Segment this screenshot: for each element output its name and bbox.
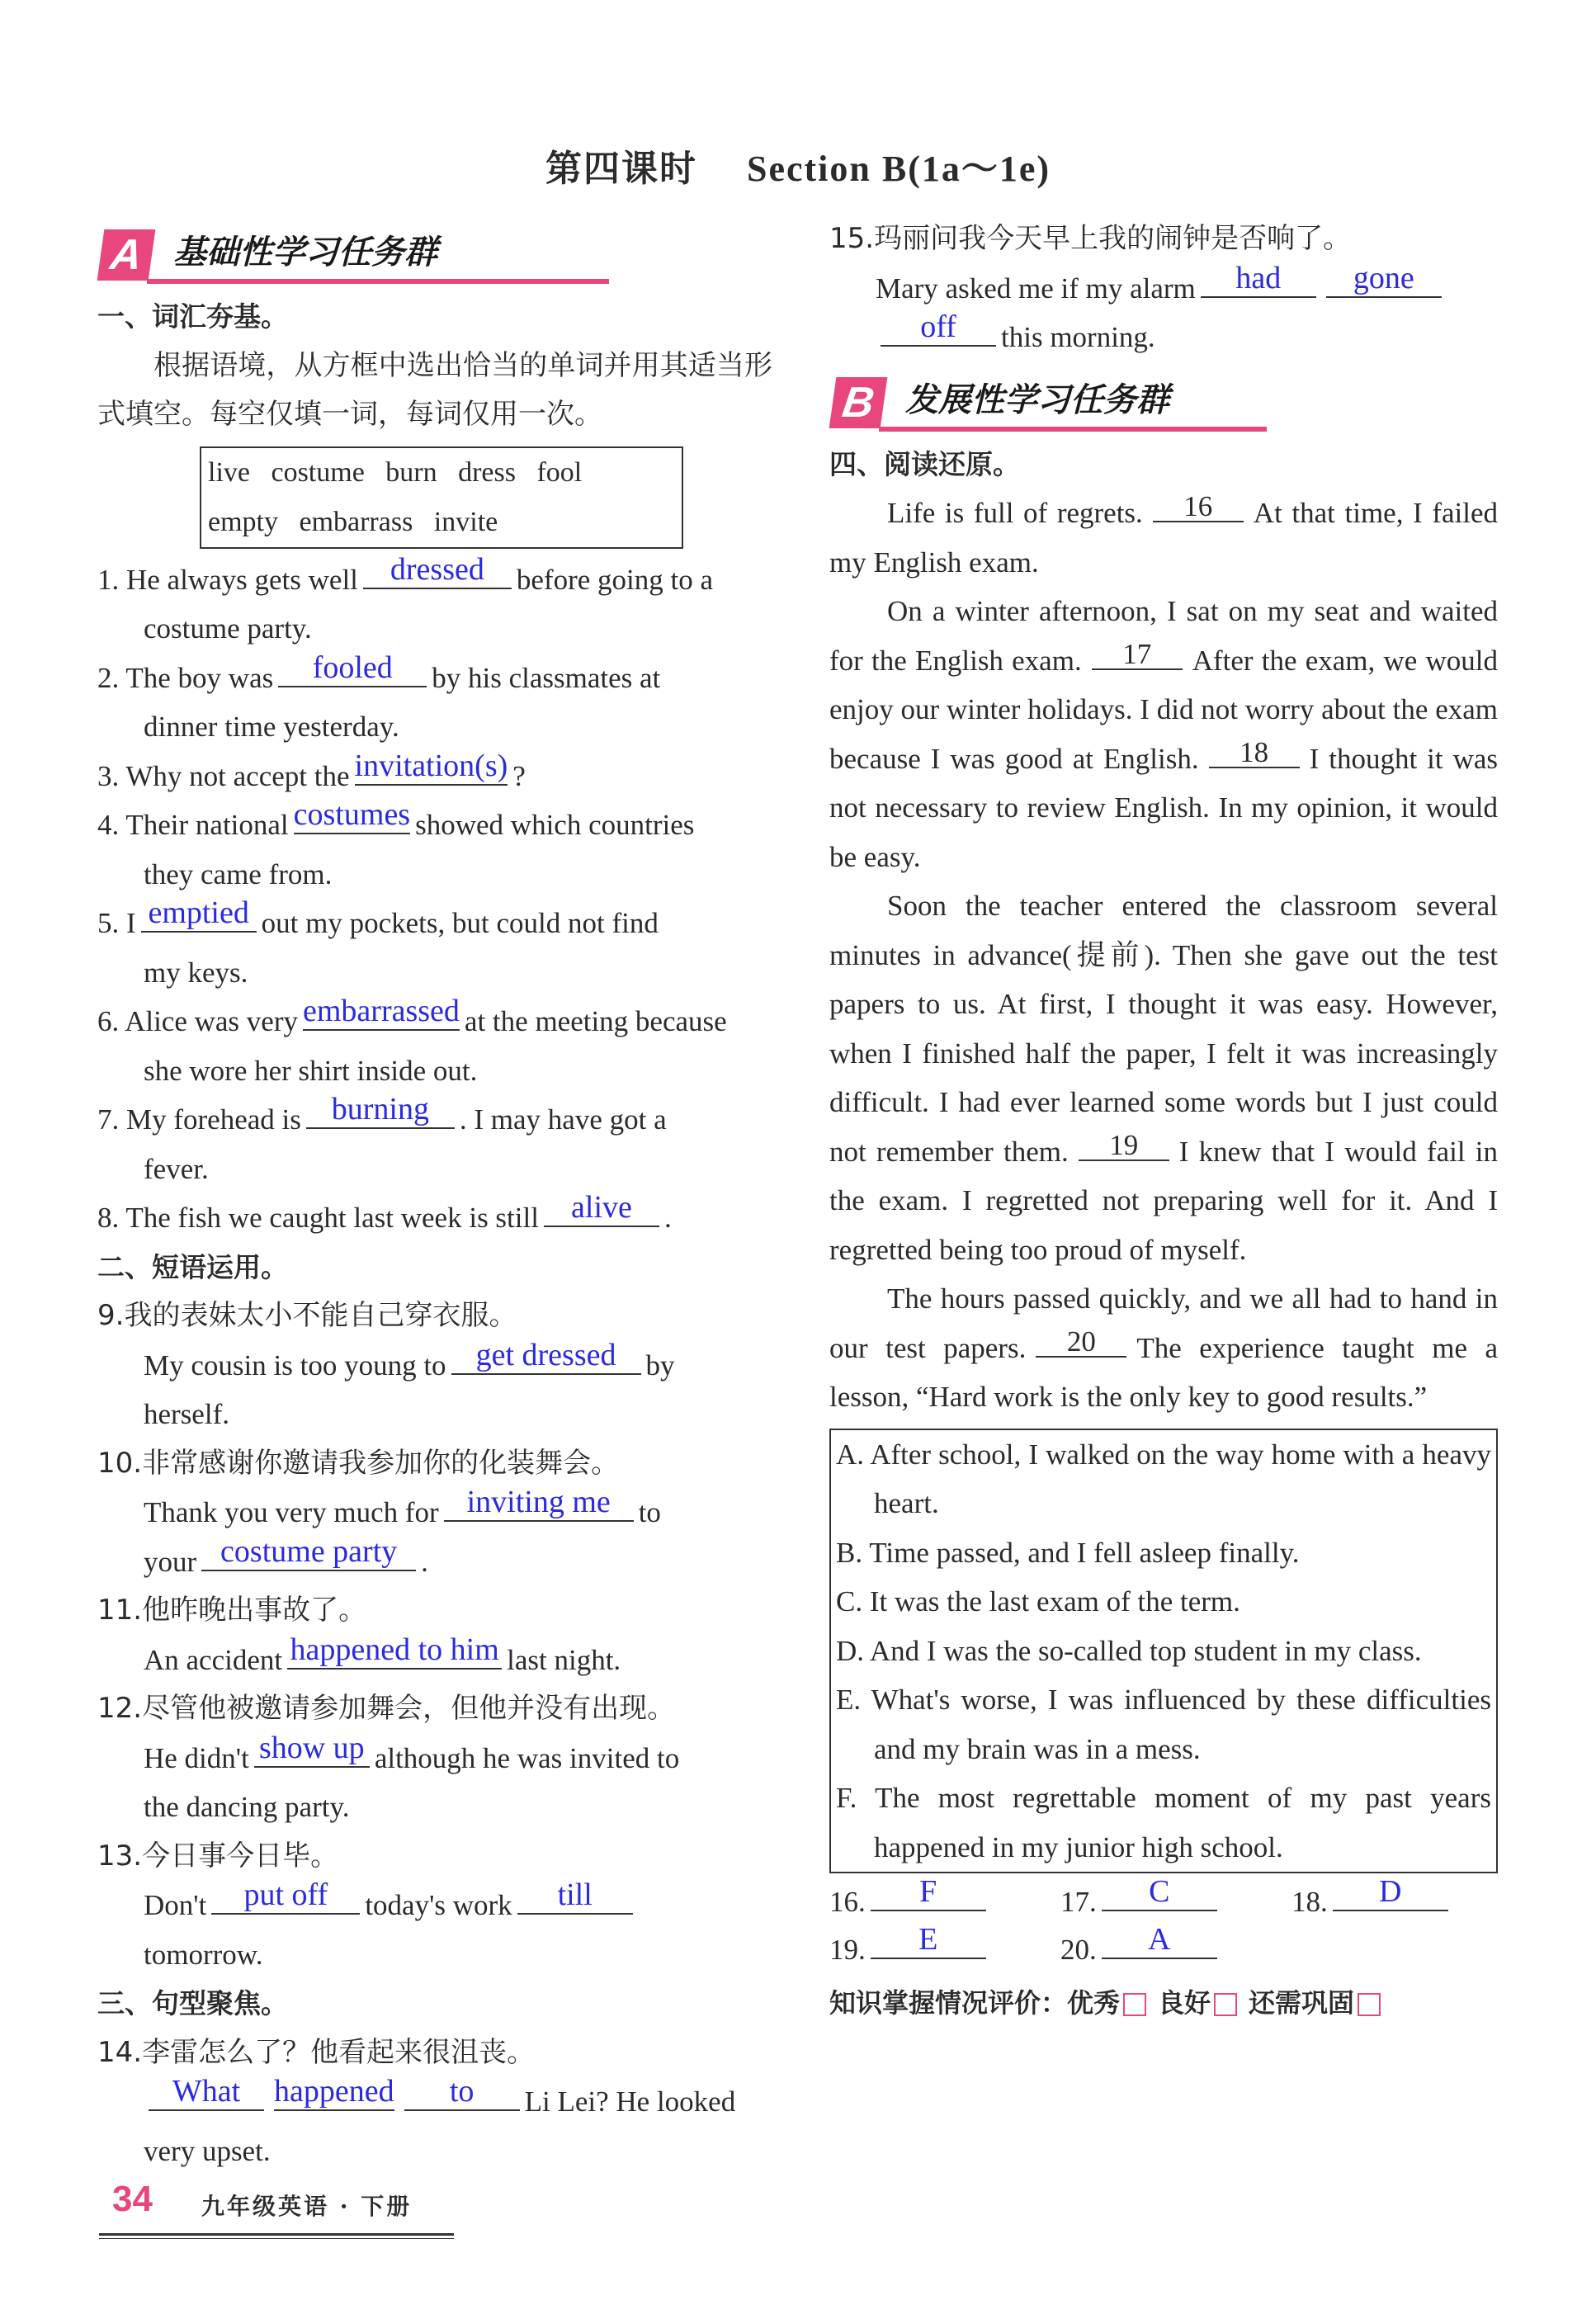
question-13: Don't put off today's work till [97, 1881, 772, 1930]
banner-underline [879, 427, 1267, 432]
question-4-cont: they came from. [144, 857, 333, 890]
answer-blank[interactable]: E [871, 1929, 986, 1959]
page-title [0, 139, 1596, 191]
question-9: My cousin is too young to get dressed by [144, 1337, 675, 1381]
question-12-cn: 12.尽管他被邀请参加舞会，但他并没有出现。 [97, 1692, 676, 1725]
reading-paragraph-1: Life is full of regrets. 16 At that time, I failed my English exam. [829, 490, 1498, 579]
question-10-cn: 10.非常感谢你邀请我参加你的化装舞会。 [97, 1446, 620, 1480]
answer-blank[interactable]: A [1102, 1929, 1217, 1959]
answer-blank[interactable]: put off [211, 1884, 360, 1915]
answer-blank[interactable]: happened [274, 2080, 394, 2111]
question-6: 6. Alice was very embarrassed at the meeting because [97, 994, 727, 1037]
answer-blank[interactable]: happened to him [287, 1639, 502, 1670]
section-a-banner [97, 221, 772, 287]
answer-blank[interactable]: inviting me [444, 1491, 634, 1522]
question-1-cont: costume party. [144, 612, 312, 645]
answer-blank[interactable]: burning [306, 1098, 455, 1129]
answer-blank[interactable]: costumes [294, 804, 410, 834]
part3-heading: 三、句型聚焦。 [97, 1987, 288, 2019]
reading-paragraph-4: The hours passed quickly, and we all had to hand in our test papers. 20 The experience taught me a lesson, “Hard work is the only key to good results.” [829, 1282, 1498, 1413]
question-13-cn: 13.今日事今日毕。 [97, 1839, 339, 1873]
question-6-cont: she wore her shirt inside out. [144, 1054, 478, 1087]
answer-blank[interactable]: alive [544, 1197, 659, 1227]
checkbox-excellent[interactable] [1123, 1993, 1146, 2016]
reading-paragraph-3: Soon the teacher entered the classroom several minutes in advance(提前). Then she gave out the test papers to us. At first, I thought it was easy. However, when I finished half the paper, I felt it was increasingly difficult. I had ever learned some words but I just could not remember them. 19 I knew that I would fail in the exam. I regretted not preparing well for it. And I regretted being too proud of myself. [829, 890, 1498, 1266]
left-column [97, 215, 772, 2175]
answer-blank[interactable]: What [149, 2080, 264, 2111]
question-7-cont: fever. [144, 1152, 209, 1185]
section-title: Section B(1a～1e) [746, 149, 1051, 189]
checkbox-good[interactable] [1214, 1993, 1237, 2016]
answer-blank[interactable]: dressed [363, 559, 512, 589]
word-box [200, 446, 683, 549]
question-15: Mary asked me if my alarm had gone [829, 264, 1498, 314]
gap-19[interactable]: 19 [1079, 1131, 1169, 1161]
answer-blank[interactable]: had [1201, 267, 1316, 298]
question-10: Thank you very much for inviting me to [144, 1485, 661, 1528]
part2-heading: 二、短语运用。 [97, 1250, 288, 1283]
gap-16[interactable]: 16 [1153, 493, 1244, 522]
page-number: 34 [112, 2179, 153, 2219]
option-e: E. What's worse, I was influenced by these difficulties and my brain was in a mess. [836, 1684, 1491, 1765]
answer-19: 19. E [829, 1926, 1060, 1974]
question-10-line2: your costume party . [144, 1533, 428, 1578]
option-a: A. After school, I walked on the way home with a heavy heart. [836, 1438, 1491, 1519]
footer-divider [99, 2233, 454, 2236]
part1-heading: 一、词汇夯基。 [97, 300, 288, 333]
question-4: 4. Their national costumes showed which countries [97, 797, 695, 841]
answer-blank[interactable]: show up [254, 1737, 370, 1768]
question-14-cont: very upset. [144, 2134, 271, 2167]
answer-17: 17. C [1060, 1878, 1291, 1926]
question-14: What happened to Li Lei? He looked [97, 2077, 772, 2127]
section-b-letter: B [829, 377, 888, 428]
banner-underline [147, 279, 609, 284]
answer-blank[interactable]: to [404, 2080, 520, 2111]
question-15-line2: off this morning. [829, 313, 1498, 362]
question-9-cont: herself. [144, 1398, 229, 1430]
question-14-cn: 14.李雷怎么了？他看起来很沮丧。 [97, 2035, 536, 2069]
question-15-cn: 15.玛丽问我今天早上我的闹钟是否响了。 [829, 222, 1352, 255]
option-b: B. Time passed, and I fell asleep finally. [836, 1536, 1300, 1569]
checkbox-needs-review[interactable] [1358, 1993, 1381, 2016]
self-evaluation: 知识掌握情况评价：优秀 良好 还需巩固 [829, 1979, 1498, 2029]
option-c: C. It was the last exam of the term. [836, 1585, 1240, 1618]
answer-18: 18. D [1291, 1878, 1498, 1926]
option-f: F. The most regrettable moment of my past years happened in my junior high school. [836, 1782, 1491, 1863]
right-column [829, 215, 1498, 2029]
options-box [829, 1429, 1498, 1874]
gap-17[interactable]: 17 [1092, 640, 1183, 670]
section-b-banner [829, 369, 1498, 435]
word-box-row1: live costume burn dress fool [208, 456, 583, 488]
question-11-cn: 11.他昨晚出事故了。 [97, 1594, 367, 1627]
book-title: 九年级英语 · 下册 [201, 2193, 413, 2220]
question-12-cont: the dancing party. [144, 1791, 350, 1823]
question-3: 3. Why not accept the invitation(s) ? [97, 748, 526, 792]
lesson-number: 第四课时 [545, 149, 697, 189]
answer-blank[interactable]: gone [1326, 267, 1442, 298]
answer-blank[interactable]: emptied [141, 902, 257, 933]
answer-blank[interactable]: invitation(s) [355, 755, 508, 786]
answer-16: 16. F [829, 1878, 1060, 1926]
answer-blank[interactable]: costume party [201, 1541, 416, 1571]
answer-20: 20. A [1060, 1926, 1291, 1974]
section-b-title: 发展性学习任务群 [905, 380, 1169, 419]
question-5: 5. I emptied out my pockets, but could not find [97, 895, 659, 939]
gap-18[interactable]: 18 [1209, 739, 1300, 768]
answer-blank[interactable]: get dressed [451, 1344, 641, 1375]
question-11: An accident happened to him last night. [144, 1632, 621, 1676]
part1-instruction: 根据语境，从方框中选出恰当的单词并用其适当形式填空。每空仅填一词，每词仅用一次。 [97, 348, 772, 431]
question-5-cont: my keys. [144, 956, 248, 989]
question-8: 8. The fish we caught last week is still alive . [97, 1190, 672, 1234]
footer-divider-thin [99, 2238, 454, 2239]
answer-blank[interactable]: F [871, 1881, 986, 1911]
reading-paragraph-2: On a winter afternoon, I sat on my seat and waited for the English exam. 17 After the exam, we would enjoy our winter holidays. I did not worry about the exam because I was good at English. 18 I thought it was not necessary to review English. In my opinion, it would be easy. [829, 595, 1499, 873]
answer-blank[interactable]: off [881, 316, 996, 347]
question-12: He didn't show up although he was invited to [144, 1730, 680, 1774]
answer-blank[interactable]: embarrassed [303, 1000, 460, 1031]
section-a-letter: A [97, 229, 156, 281]
question-2-cont: dinner time yesterday. [144, 711, 399, 743]
question-9-cn: 9.我的表妹太小不能自己穿衣服。 [97, 1299, 517, 1332]
question-7: 7. My forehead is burning . I may have got a [97, 1092, 667, 1136]
answer-grid [829, 1874, 1498, 1974]
question-1: 1. He always gets well dressed before going to a [97, 551, 714, 596]
word-box-row2: empty embarrass invite [208, 506, 498, 537]
question-13-cont: tomorrow. [144, 1938, 263, 1971]
answer-blank[interactable]: C [1102, 1881, 1217, 1911]
question-2: 2. The boy was fooled by his classmates at [97, 649, 661, 694]
part4-heading: 四、阅读还原。 [829, 447, 1020, 480]
option-d: D. And I was the so-called top student in my class. [836, 1634, 1422, 1667]
gap-20[interactable]: 20 [1036, 1328, 1126, 1358]
answer-blank[interactable]: fooled [278, 657, 427, 687]
answer-blank[interactable]: D [1333, 1881, 1448, 1911]
section-a-title: 基础性学习任务群 [173, 234, 437, 272]
answer-blank[interactable]: till [517, 1884, 633, 1915]
